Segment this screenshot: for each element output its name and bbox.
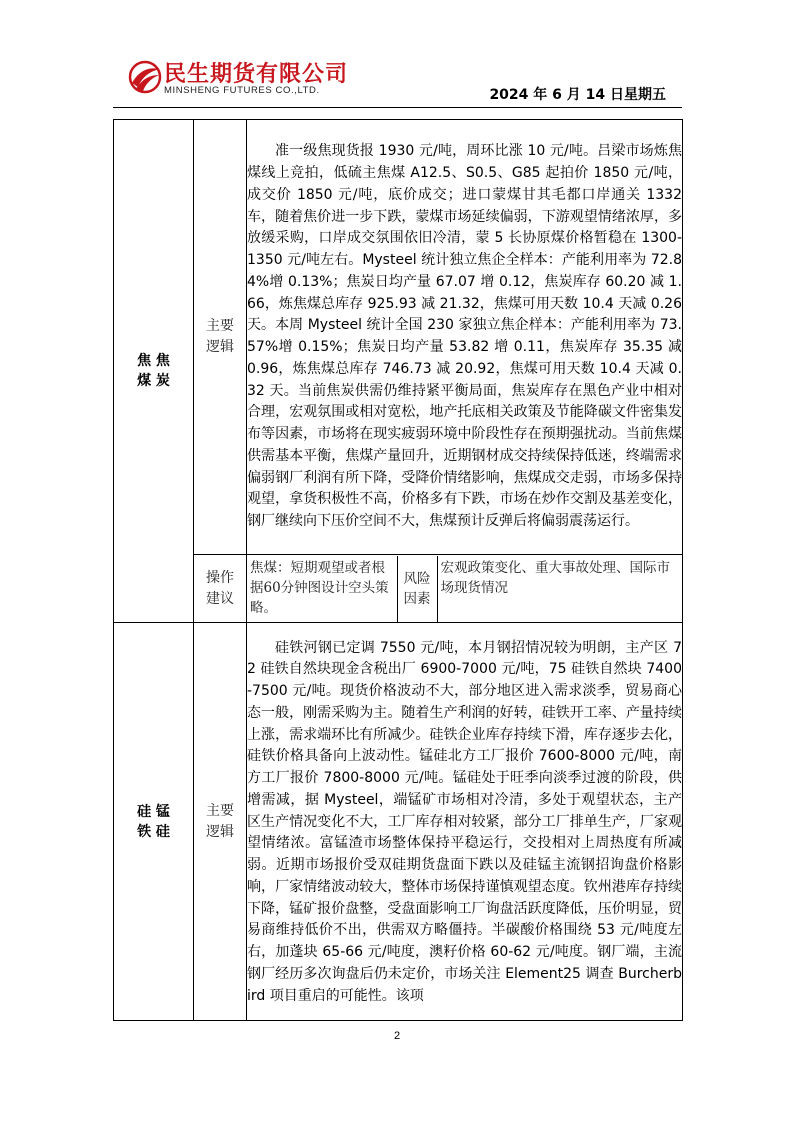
label-line: 逻辑 [206, 339, 234, 355]
category-cell-coke-coal [114, 120, 194, 623]
category-line: 硅 锰 [137, 803, 170, 820]
label-line: 逻辑 [206, 823, 234, 840]
table-row [114, 555, 683, 623]
logic-body-cell [247, 120, 683, 555]
category-line: 煤 炭 [137, 373, 170, 389]
logic-paragraph: 准一级焦现货报 1930 元/吨，周环比涨 10 元/吨。吕梁市场炼焦煤线上竞拍，低硫主焦煤 A12.5、S0.5、G85 起拍价 1850 元/吨，成交价 1850 元/吨，底价成交；进口蒙煤甘其毛都口岸通关 1332 车，随着焦价进一步下跌，蒙煤市场延续偏弱，下游观望情绪浓厚，多放缓采购，口岸成交氛围依旧冷清，蒙 5 长协原煤价格暂稳在 1300-1350 元/吨左右。Mysteel 统计独立焦企全样本：产能利用率为 72.84%增 0.13%；焦炭日均产量 67.07 增 0.12，焦炭库存 60.20 减 1.66，炼焦煤总库存 925.93 减 21.32，焦煤可用天数 10.4 天减 0.26 天。本周 Mysteel 统计全国 230 家独立焦企样本：产能利用率为 73.57%增 0.15%；焦炭日均产量 53.82 增 0.11，焦炭库存 35.35 减 0.96，炼焦煤总库存 746.73 减 20.92，焦煤可用天数 10.4 天减 0.32 天。当前焦炭供需仍维持紧平衡局面，焦炭库存在黑色产业中相对合理，宏观氛围或相对宽松，地产托底相关政策及节能降碳文件密集发布等因素，市场将在现实疲弱环境中阶段性存在预期强扰动。当前焦煤供需基本平衡，焦煤产量回升，近期钢材成交持续保持低迷，终端需求偏弱钢厂利润有所下降，受降价情绪影响，焦煤成交走弱，市场多保持观望，拿货积极性不高，价格多有下跌，市场在炒作交割及基差变化，钢厂继续向下压价空间不大，焦煤预计反弹后将偏弱震荡运行。 [247, 143, 682, 529]
logic-label-cell [194, 120, 247, 555]
logic-paragraph: 硅铁河钢已定调 7550 元/吨，本月钢招情况较为明朗，主产区 72 硅铁自然块现金含税出厂 6900-7000 元/吨，75 硅铁自然块 7400-7500 元/吨。现货价格波动不大，部分地区进入需求淡季，贸易商心态一般，刚需采购为主。随着生产利润的好转，硅铁开工率、产量持续上涨，需求端环比有所减少。硅铁企业库存持续下滑，库存逐步去化，硅铁价格具备向上波动性。锰硅北方工厂报价 7600-8000 元/吨，南方工厂报价 7800-8000 元/吨。锰硅处于旺季向淡季过渡的阶段，供增需减，据 Mysteel，端锰矿市场相对冷清，多处于观望状态，主产区生产情况变化不大，工厂库存相对较紧，部分工厂排单生产，厂家观望情绪浓。富锰渣市场整体保持平稳运行，交投相对上周热度有所减弱。近期市场报价受双硅期货盘面下跌以及硅锰主流钢招询盘价格影响，厂家情绪波动较大，整体市场保持谨慎观望态度。钦州港库存持续下降，锰矿报价盘整，受盘面影响工厂询盘活跃度降低，压价明显，贸易商维持低价不出，供需双方略僵持。半碳酸价格围绕 53 元/吨度左右，加蓬块 65-66 元/吨度，澳籽价格 60-62 元/吨度。钢厂端，主流钢厂经历多次询盘后仍未定价，市场关注 Element25 调查 Burcherbird 项目重启的可能性。该项 [247, 639, 682, 1004]
ops-cell [247, 555, 683, 623]
table-row [114, 623, 683, 1021]
risk-factors-text: 宏观政策变化、重大事故处理、国际市场现货情况 [440, 559, 670, 596]
category-line: 焦 焦 [137, 353, 170, 369]
report-date: 2024 年 6 月 14 日星期五 [489, 87, 666, 103]
label-line: 操作 [206, 569, 234, 586]
table-row [114, 120, 683, 555]
ops-inner-table [247, 556, 683, 622]
label-line: 因素 [403, 590, 431, 607]
category-line: 铁 硅 [137, 823, 170, 840]
ops-label-cell [194, 555, 247, 623]
header-divider [113, 107, 682, 108]
commodity-table [113, 119, 683, 1021]
category-cell-ferroalloy [114, 623, 194, 1021]
company-logo [128, 57, 368, 103]
company-name-cn: 民生期货有限公司 [164, 62, 349, 87]
label-line: 风险 [403, 570, 431, 587]
label-line: 建议 [206, 590, 234, 607]
logic-body-cell [247, 623, 683, 1021]
minsheng-swoosh-logo-icon [128, 59, 162, 95]
page-number: 2 [393, 1030, 401, 1042]
risk-label-cell [397, 556, 437, 622]
company-name-en: MINSHENG FUTURES CO.,LTD. [164, 85, 320, 96]
label-line: 主要 [206, 802, 234, 819]
ops-advice-text: 焦煤：短期观望或者根据60分钟图设计空头策略。 [250, 559, 389, 616]
logic-label-cell [194, 623, 247, 1021]
label-line: 主要 [206, 318, 234, 334]
